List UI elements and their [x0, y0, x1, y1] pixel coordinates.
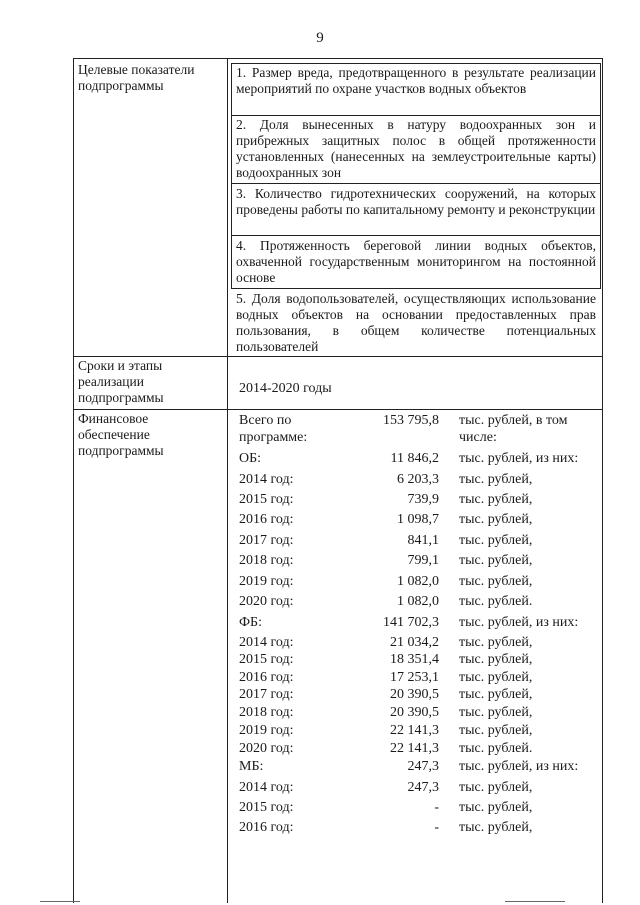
- finance-unit: тыс. рублей,: [459, 800, 533, 815]
- finance-row: [239, 511, 599, 531]
- finance-amount: 20 390,5: [390, 687, 439, 702]
- finance-row: [239, 758, 599, 778]
- finance-unit: тыс. рублей,: [459, 574, 533, 589]
- finance-unit: тыс. рублей,: [459, 492, 533, 507]
- finance-row: [239, 722, 599, 742]
- finance-period: 2014 год:: [239, 780, 294, 795]
- finance-amount: 153 795,8: [383, 413, 439, 428]
- target-indicator-2: 2. Доля вынесенных в натуру водоохранных зон и прибрежных защитных полос в общей протяженности установленных (нанесенных на землеустроительные карты) водоохранных зон: [236, 117, 596, 180]
- finance-amount: 6 203,3: [397, 472, 439, 487]
- finance-amount: -: [434, 800, 439, 815]
- finance-unit: тыс. рублей,: [459, 652, 533, 667]
- finance-period: 2015 год:: [239, 800, 294, 815]
- finance-row: [239, 651, 599, 671]
- finance-unit: тыс. рублей, из них:: [459, 759, 579, 774]
- finance-row: [239, 704, 599, 724]
- finance-period: 2017 год:: [239, 687, 294, 702]
- finance-period: 2018 год:: [239, 705, 294, 720]
- target-indicator-1: 1. Размер вреда, предотвращенного в результате реализации мероприятий по охране участков водных объектов: [236, 65, 596, 96]
- finance-unit: тыс. рублей,: [459, 705, 533, 720]
- finance-amount: 799,1: [407, 553, 439, 568]
- finance-unit: тыс. рублей,: [459, 635, 533, 650]
- finance-amount: 247,3: [407, 780, 439, 795]
- finance-period: 2019 год:: [239, 574, 294, 589]
- period-value: 2014-2020 годы: [239, 381, 332, 396]
- finance-row: [239, 450, 599, 470]
- finance-amount: -: [434, 820, 439, 835]
- finance-unit: тыс. рублей.: [459, 741, 533, 756]
- finance-amount: 247,3: [407, 759, 439, 774]
- finance-unit: тыс. рублей,: [459, 553, 533, 568]
- finance-unit: тыс. рублей,: [459, 670, 533, 685]
- finance-unit: тыс. рублей,: [459, 687, 533, 702]
- finance-amount: 20 390,5: [390, 705, 439, 720]
- target-indicator-4: 4. Протяженность береговой линии водных объектов, охваченной государственным мониторингом на постоянной основе: [236, 238, 596, 285]
- column-divider: [227, 59, 228, 903]
- target-indicator-5: 5. Доля водопользователей, осуществляющих использование водных объектов на основании предоставленных прав пользования, в общем количестве потенциальных пользователей: [236, 291, 596, 354]
- finance-amount: 22 141,3: [390, 741, 439, 756]
- finance-unit: тыс. рублей, из них:: [459, 451, 579, 466]
- finance-label: Финансовое обеспечение подпрограммы: [78, 411, 164, 458]
- scan-edge-marks: [0, 898, 640, 905]
- finance-unit: тыс. рублей, в том числе:: [459, 413, 568, 445]
- row-divider-1: [74, 356, 602, 357]
- finance-amount: 1 082,0: [397, 574, 439, 589]
- finance-amount: 1 098,7: [397, 512, 439, 527]
- finance-unit: тыс. рублей,: [459, 723, 533, 738]
- finance-period: 2016 год:: [239, 820, 294, 835]
- finance-amount: 17 253,1: [390, 670, 439, 685]
- finance-period: ОБ:: [239, 451, 262, 466]
- finance-period: 2015 год:: [239, 652, 294, 667]
- finance-unit: тыс. рублей,: [459, 533, 533, 548]
- finance-amount: 739,9: [407, 492, 439, 507]
- finance-unit: тыс. рублей.: [459, 594, 533, 609]
- finance-period: Всего по программе:: [239, 413, 308, 445]
- finance-period: 2019 год:: [239, 723, 294, 738]
- finance-period: 2016 год:: [239, 670, 294, 685]
- target-indicator-3: 3. Количество гидротехнических сооружений, на которых проведены работы по капитальному ремонту и реконструкции: [236, 186, 596, 217]
- finance-amount: 141 702,3: [383, 615, 439, 630]
- finance-row: [239, 552, 599, 572]
- finance-row: [239, 779, 599, 799]
- finance-period: МБ:: [239, 759, 264, 774]
- finance-period: 2014 год:: [239, 635, 294, 650]
- finance-row: [239, 740, 599, 760]
- finance-row: [239, 614, 599, 634]
- finance-row: [239, 593, 599, 613]
- finance-amount: 21 034,2: [390, 635, 439, 650]
- finance-row: [239, 799, 599, 819]
- finance-period: 2020 год:: [239, 594, 294, 609]
- finance-amount: 1 082,0: [397, 594, 439, 609]
- finance-row: [239, 573, 599, 593]
- finance-row: [239, 819, 599, 839]
- finance-amount: 22 141,3: [390, 723, 439, 738]
- finance-period: 2016 год:: [239, 512, 294, 527]
- targets-label: Целевые показатели подпрограммы: [78, 62, 195, 93]
- finance-unit: тыс. рублей,: [459, 512, 533, 527]
- finance-unit: тыс. рублей, из них:: [459, 615, 579, 630]
- finance-period: 2020 год:: [239, 741, 294, 756]
- finance-unit: тыс. рублей,: [459, 780, 533, 795]
- finance-period: 2018 год:: [239, 553, 294, 568]
- finance-row: [239, 471, 599, 491]
- finance-row: [239, 532, 599, 552]
- finance-row: [239, 491, 599, 511]
- page-number: 9: [316, 30, 324, 46]
- finance-period: 2014 год:: [239, 472, 294, 487]
- passport-table: [73, 58, 603, 903]
- period-label: Сроки и этапы реализации подпрограммы: [78, 358, 164, 405]
- finance-period: 2017 год:: [239, 533, 294, 548]
- finance-row: [239, 686, 599, 706]
- finance-unit: тыс. рублей,: [459, 820, 533, 835]
- row-divider-2: [74, 409, 602, 410]
- finance-amount: 11 846,2: [390, 451, 439, 466]
- finance-row: [239, 412, 599, 448]
- finance-period: ФБ:: [239, 615, 262, 630]
- finance-amount: 18 351,4: [390, 652, 439, 667]
- finance-unit: тыс. рублей,: [459, 472, 533, 487]
- finance-amount: 841,1: [407, 533, 439, 548]
- finance-period: 2015 год:: [239, 492, 294, 507]
